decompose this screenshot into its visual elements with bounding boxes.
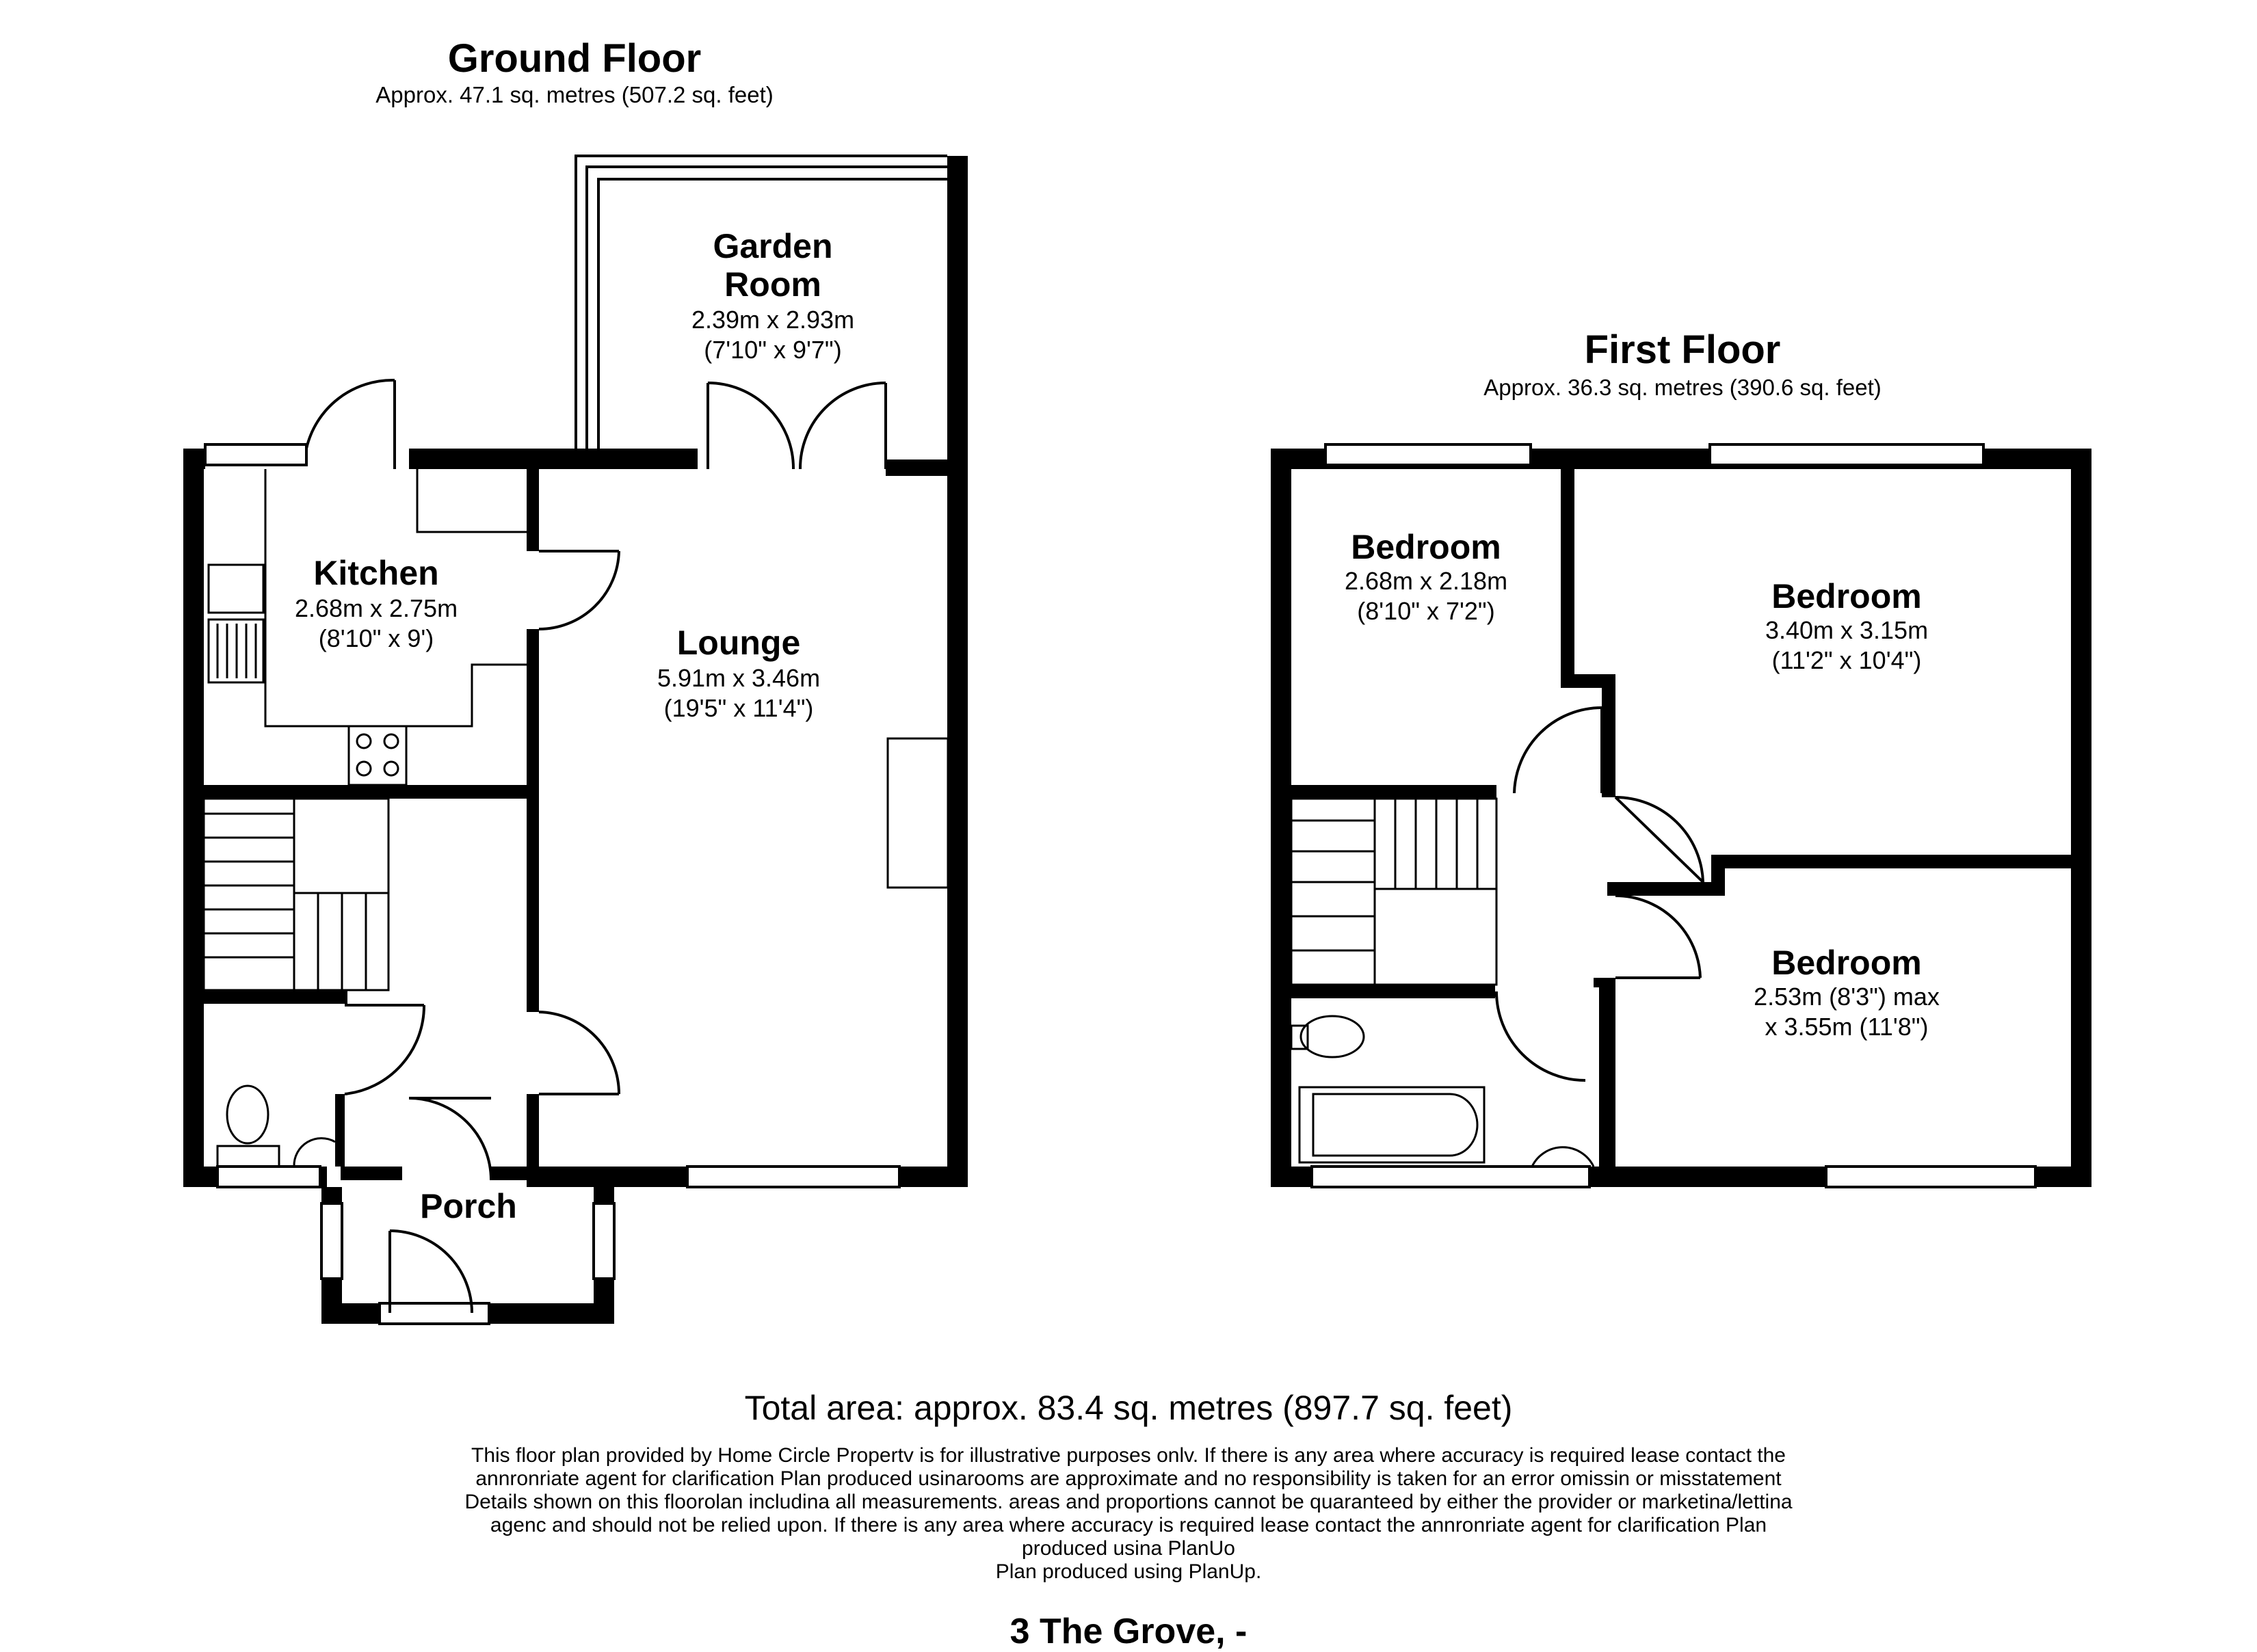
kitchen-label: Kitchen [313,554,439,592]
garden-room-label: Garden Room [713,227,833,304]
first-floor-title: First Floor [1584,328,1781,372]
total-area: Total area: approx. 83.4 sq. metres (897.7 sq. feet) [744,1389,1513,1427]
garden-room-dims: 2.39m x 2.93m (7'10" x 9'7") [691,306,855,364]
first-floor-area: Approx. 36.3 sq. metres (390.6 sq. feet) [1483,375,1882,400]
bedroom-2-dims: 3.40m x 3.15m (11'2" x 10'4") [1765,616,1929,674]
bedroom-1-dims: 2.68m x 2.18m (8'10" x 7'2") [1344,567,1508,625]
first-floor-bathroom [1291,1016,1594,1167]
kitchen-dims: 2.68m x 2.75m (8'10" x 9') [294,594,458,652]
lounge-dims: 5.91m x 3.46m (19'5" x 11'4") [657,664,821,722]
bedroom-3-dims: 2.53m (8'3") max x 3.55m (11'8") [1754,983,1940,1041]
ground-floor-title: Ground Floor [447,36,702,81]
bedroom-2-label: Bedroom [1771,577,1922,615]
ground-floor-wc [217,1086,335,1167]
first-floor-stairs [1291,799,1496,985]
porch-label: Porch [420,1187,517,1225]
ground-floor-stairs [204,799,388,990]
ground-floor-area: Approx. 47.1 sq. metres (507.2 sq. feet) [375,82,774,107]
property-address: 3 The Grove, - [1009,1612,1248,1651]
bedroom-1-label: Bedroom [1351,528,1501,566]
disclaimer-text: This floor plan provided by Home Circle Propertv is for illustrative purposes onlv. If there is any area where accuracy is required lease contact the annronriate agent for clarification Plan produced usinarooms are approximate and no responsibility is taken for an error omissin or misstatement Details shown on this floorolan includina all measurements. areas and proportions cannot be quaranteed by either the provider or marketina/lettina agenc and should not be relied upon. If there is any area where accuracy is required lease contact the annronriate agent for clarification Plan produced usina PlanUo Plan produced using PlanUp. [464,1444,1793,1583]
bedroom-3-label: Bedroom [1771,944,1922,982]
lounge-label: Lounge [676,624,801,662]
